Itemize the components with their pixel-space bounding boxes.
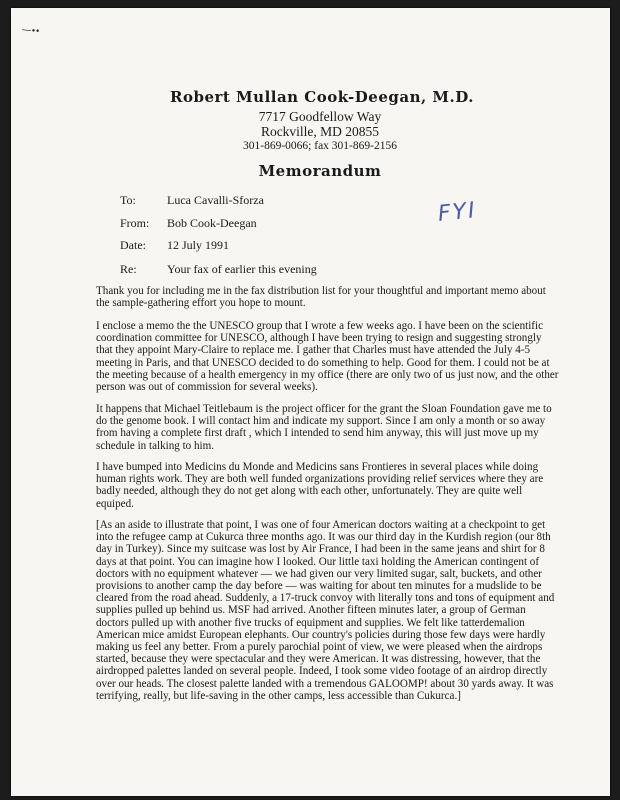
date-label: Date:	[120, 238, 146, 252]
memo-title: Memorandum	[258, 162, 382, 180]
date-value: 12 July 1991	[167, 238, 230, 252]
re-label: Re:	[120, 262, 137, 276]
letterhead-name: Robert Mullan Cook-Deegan, M.D.	[170, 88, 474, 106]
to-row	[120, 193, 264, 208]
from-label: From:	[120, 216, 150, 230]
paragraph-msf: I have bumped into Medicins du Monde and Medicins sans Frontieres in several places while doing human rights work. They are both well funded organizations providing relief services where they are badly needed, although they do not get along with each other, unfortunately. They are quite well equiped.	[96, 461, 544, 510]
letterhead-city: Rockville, MD 20855	[260, 124, 380, 139]
to-value: Luca Cavalli-Sforza	[167, 193, 264, 207]
re-row	[120, 262, 317, 277]
letterhead-street: 7717 Goodfellow Way	[258, 109, 382, 124]
corner-mark: —••	[21, 24, 41, 36]
date-row	[120, 238, 229, 253]
to-label: To:	[120, 193, 136, 207]
re-value: Your fax of earlier this evening	[167, 262, 317, 276]
paragraph-unesco: I enclose a memo the the UNESCO group that I wrote a few weeks ago. I have been on the scientific coordination committee for UNESCO, although I have been trying to resign and suggesting strongly that they appoint Mary-Claire to replace me. I gather that Charles must have attended the July 4-5 meeting in Paris, and that UNESCO decided to do something to help. Good for them. I could not be at the meeting because of a health emergency in my office (there are only two of us just now, and the other person was out of commission for several weeks).	[96, 320, 559, 394]
from-value: Bob Cook-Deegan	[167, 216, 257, 230]
paragraph-aside: [As an aside to illustrate that point, I was one of four American doctors waiting at a checkpoint to get into the refugee camp at Cukurca three months ago. It was our third day in the Kurdish region (our 8th day in Turkey). Since my suitcase was lost by Air France, I had been in the same jeans and shirt for 8 days at that point. You can imagine how I looked. Our little taxi holding the American contingent of doctors with no equipment whatever — we had given our very limited sugar, salt, buckets, and other provisions to another camp the day before — was waiting for about ten minutes for a mudslide to be cleared from the road ahead. Suddenly, a 17-truck convoy with literally tons and tons of equipment and supplies pulled up behind us. MSF had arrived. Another fifteen minutes later, a group of German doctors pulled up with another five trucks of equipment and supplies. We felt like tatterdemalion American mice amidst European elephants. Our country's policies during those few days were hardly making us feel any better. From a purely parochial point of view, we were pleased when the airdrops started, because they were spectacular and they were American. It was distressing, however, that the airdropped palettes landed on several people. Indeed, I took some video footage of an airdrop directly over our heads. The closest palette landed with a tremendous GALOOMP! about 30 yards away. It was terrifying, really, but life-saving in the other camps, less accessible than Cukurca.]	[96, 519, 555, 702]
from-row	[120, 216, 257, 231]
paragraph-sloan: It happens that Michael Teitlebaum is the project officer for the grant the Sloan Foundation gave me to do the genome book. I will contact him and indicate my support. Since I am only a month or so away from having a complete first draft , which I intended to send him anyway, this will just move up my schedule in talking to him.	[96, 403, 552, 452]
fyi-handwritten-note: FYI	[436, 198, 478, 227]
letterhead-phone: 301-869-0066; fax 301-869-2156	[243, 140, 397, 152]
paragraph-thanks: Thank you for including me in the fax distribution list for your thoughtful and important memo about the sample-gathering effort you hope to mount.	[96, 285, 546, 310]
letterhead	[170, 88, 474, 153]
